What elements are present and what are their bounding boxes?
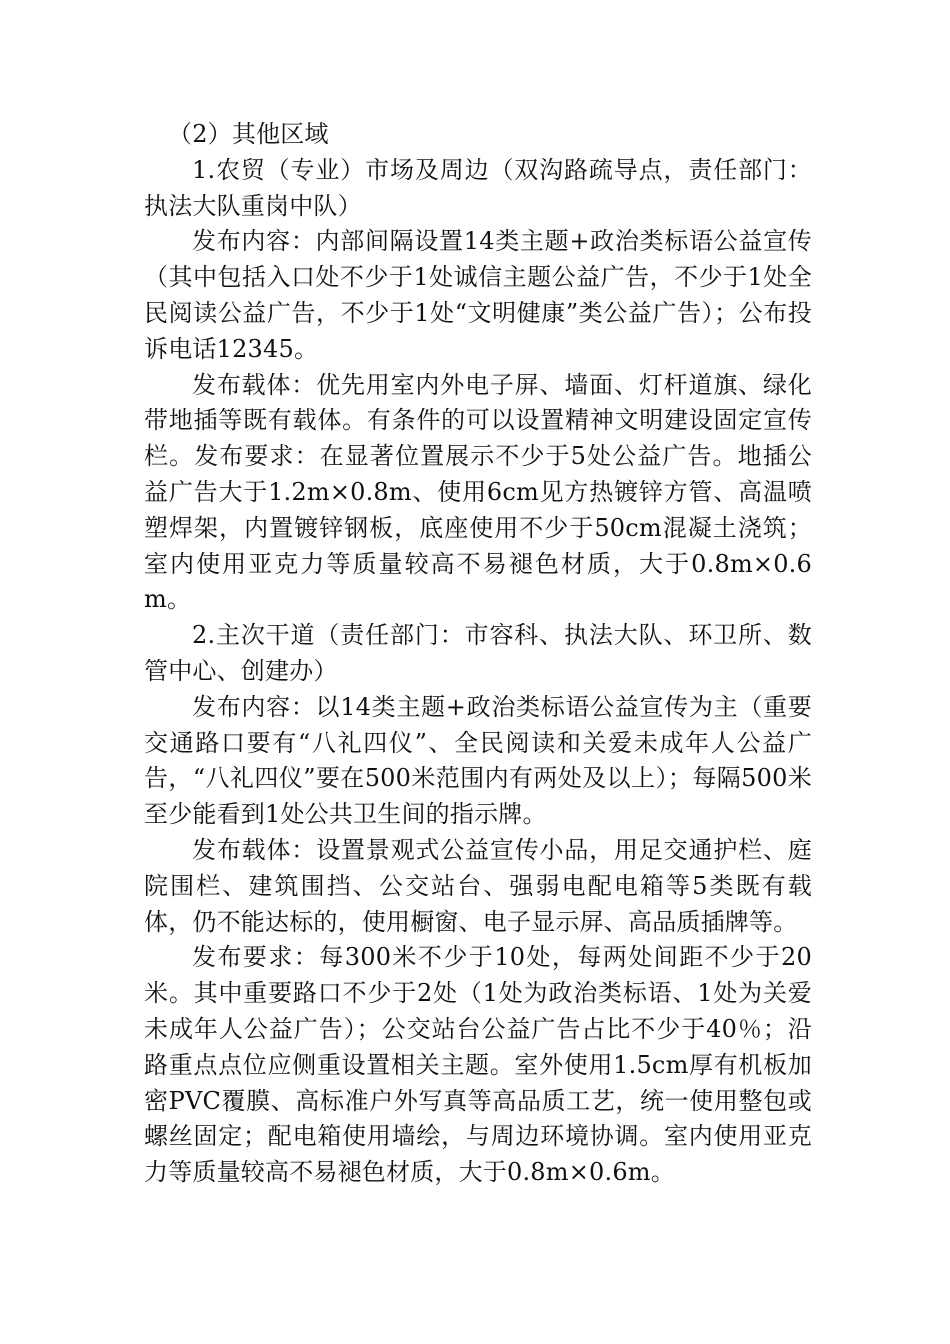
paragraph-market-carrier: 发布载体：优先用室内外电子屏、墙面、灯杆道旗、绿化带地插等既有载体。有条件的可以设置精神文明建设固定宣传栏。发布要求：在显著位置展示不少于5处公益广告。地插公益广告大于1.2m×0.8m、使用6cm见方热镀锌方管、高温喷塑焊架，内置镀锌钢板，底座使用不少于50cm混凝土浇筑；室内使用亚克力等质量较高不易褪色材质，大于0.8m×0.6m。 <box>144 370 812 614</box>
paragraph-road-requirements: 发布要求：每300米不少于10处，每两处间距不少于20米。其中重要路口不少于2处（1处为政治类标语、1处为关爱未成年人公益广告）；公交站台公益广告占比不少于40％；沿路重点点位应侧重设置相关主题。室外使用1.5cm厚有机板加密PVC覆膜、高标准户外写真等高品质工艺，统一使用整包或螺丝固定；配电箱使用墙绘，与周边环境协调。室内使用亚克力等质量较高不易褪色材质，大于0.8m×0.6m。 <box>144 943 812 1187</box>
paragraph-market-content: 发布内容：内部间隔设置14类主题+政治类标语公益宣传（其中包括入口处不少于1处诚信主题公益广告，不少于1处全民阅读公益广告，不少于1处“文明健康”类公益广告）；公布投诉电话12345。 <box>144 227 812 363</box>
paragraph-road-carrier: 发布载体：设置景观式公益宣传小品，用足交通护栏、庭院围栏、建筑围挡、公交站台、强弱电配电箱等5类既有载体，仍不能达标的，使用橱窗、电子显示屏、高品质插牌等。 <box>144 835 812 936</box>
paragraph-market-title: 1.农贸（专业）市场及周边（双沟路疏导点，责任部门：执法大队重岗中队） <box>144 155 812 220</box>
paragraph-road-content: 发布内容：以14类主题+政治类标语公益宣传为主（重要交通路口要有“八礼四仪”、全民阅读和关爱未成年人公益广告，“八礼四仪”要在500米范围内有两处及以上）；每隔500米至少能看到1处公共卫生间的指示牌。 <box>144 692 812 829</box>
document-page <box>144 117 812 1191</box>
section-heading: （2）其他区域 <box>168 120 329 148</box>
paragraph-road-title: 2.主次干道（责任部门：市容科、执法大队、环卫所、数管中心、创建办） <box>144 621 812 685</box>
